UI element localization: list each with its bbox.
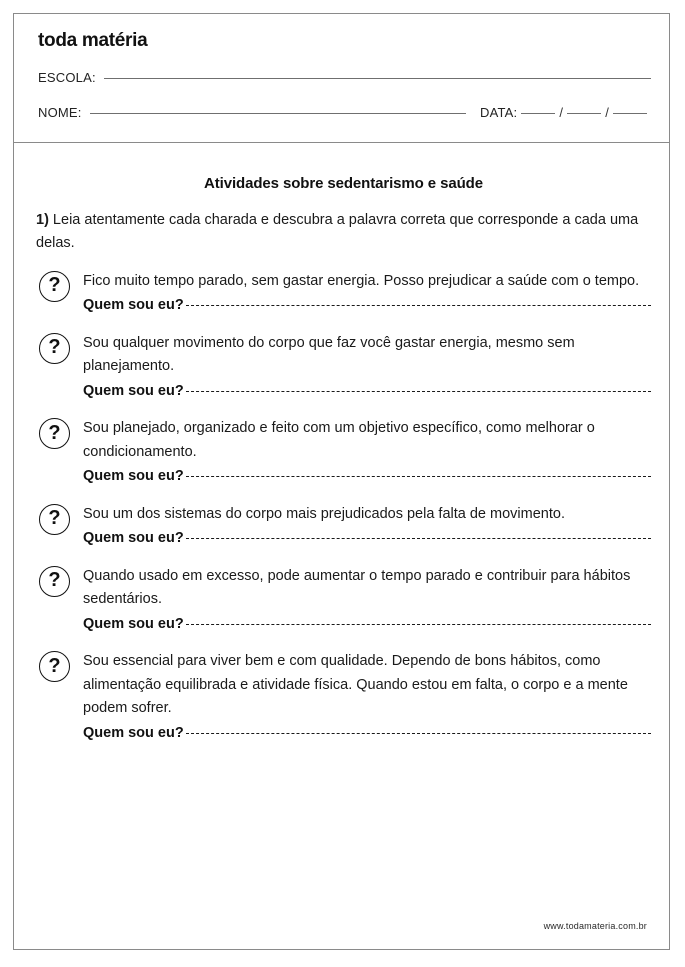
question-mark-icon — [39, 333, 70, 364]
date-month-input[interactable] — [567, 113, 601, 114]
riddle-text: Sou essencial para viver bem e com qualidade. Dependo de bons hábitos, como alimentação equilibrada e atividade física. Quando estou em falta, o corpo e a mente podem sofrer. — [83, 653, 628, 717]
answer-label: Quem sou eu? — [83, 297, 184, 314]
answer-label: Quem sou eu? — [83, 382, 184, 399]
riddle-item — [36, 503, 651, 551]
worksheet-header — [14, 14, 669, 143]
question-mark-icon — [39, 651, 70, 682]
question-mark-icon — [39, 504, 70, 535]
answer-row — [83, 465, 651, 488]
answer-input-line[interactable] — [186, 733, 651, 734]
riddle-item — [36, 650, 651, 745]
date-year-input[interactable] — [613, 113, 647, 114]
school-input-line[interactable] — [104, 78, 651, 79]
date-label: DATA: — [480, 105, 518, 120]
answer-row — [83, 722, 651, 745]
worksheet-content — [14, 175, 669, 745]
date-day-input[interactable] — [521, 113, 555, 114]
question-mark-glyph: ? — [48, 569, 61, 592]
answer-input-line[interactable] — [186, 305, 651, 306]
page-title: Atividades sobre sedentarismo e saúde — [204, 175, 483, 192]
answer-row — [83, 294, 651, 317]
riddle-item — [36, 417, 651, 488]
worksheet-page — [13, 13, 670, 950]
question-mark-icon — [39, 271, 70, 302]
answer-input-line[interactable] — [186, 538, 651, 539]
answer-label: Quem sou eu? — [83, 468, 184, 485]
riddle-item — [36, 332, 651, 403]
question-mark-glyph: ? — [48, 507, 61, 530]
question-mark-glyph: ? — [48, 421, 61, 444]
name-label: NOME: — [38, 105, 82, 120]
riddle-item — [36, 565, 651, 636]
date-separator-1: / — [559, 105, 564, 120]
school-label: ESCOLA: — [38, 70, 96, 85]
riddle-text: Fico muito tempo parado, sem gastar energia. Posso prejudicar a saúde com o tempo. — [83, 272, 640, 289]
answer-input-line[interactable] — [186, 476, 651, 477]
riddle-text: Sou planejado, organizado e feito com um objetivo específico, como melhorar o condicionamento. — [83, 420, 595, 460]
question-mark-icon — [39, 418, 70, 449]
answer-row — [83, 527, 651, 550]
answer-input-line[interactable] — [186, 391, 651, 392]
footer-url: www.todamateria.com.br — [543, 921, 647, 931]
brand-logo: toda matéria — [38, 30, 148, 51]
date-field-group — [480, 105, 651, 120]
answer-label: Quem sou eu? — [83, 530, 184, 547]
answer-row — [83, 613, 651, 636]
answer-input-line[interactable] — [186, 624, 651, 625]
instruction-text: Leia atentamente cada charada e descubra a palavra correta que corresponde a cada uma delas. — [36, 212, 639, 252]
question-mark-icon — [39, 566, 70, 597]
question-mark-glyph: ? — [48, 336, 61, 359]
name-input-line[interactable] — [90, 113, 466, 114]
riddle-text: Quando usado em excesso, pode aumentar o tempo parado e contribuir para hábitos sedentários. — [83, 567, 631, 608]
date-separator-2: / — [605, 105, 609, 120]
answer-label: Quem sou eu? — [83, 724, 184, 741]
riddle-text: Sou qualquer movimento do corpo que faz você gastar energia, mesmo sem planejamento. — [83, 334, 575, 375]
question-mark-glyph: ? — [48, 274, 61, 297]
answer-row — [83, 380, 651, 403]
school-field-row — [38, 70, 651, 85]
riddle-item — [36, 270, 651, 318]
riddle-text: Sou um dos sistemas do corpo mais prejudicados pela falta de movimento. — [83, 505, 565, 522]
riddle-list — [36, 270, 651, 745]
name-field-row — [38, 105, 651, 120]
question-mark-glyph: ? — [48, 654, 61, 677]
instruction-paragraph — [36, 209, 651, 256]
instruction-number: 1) — [36, 212, 49, 228]
answer-label: Quem sou eu? — [83, 615, 184, 632]
